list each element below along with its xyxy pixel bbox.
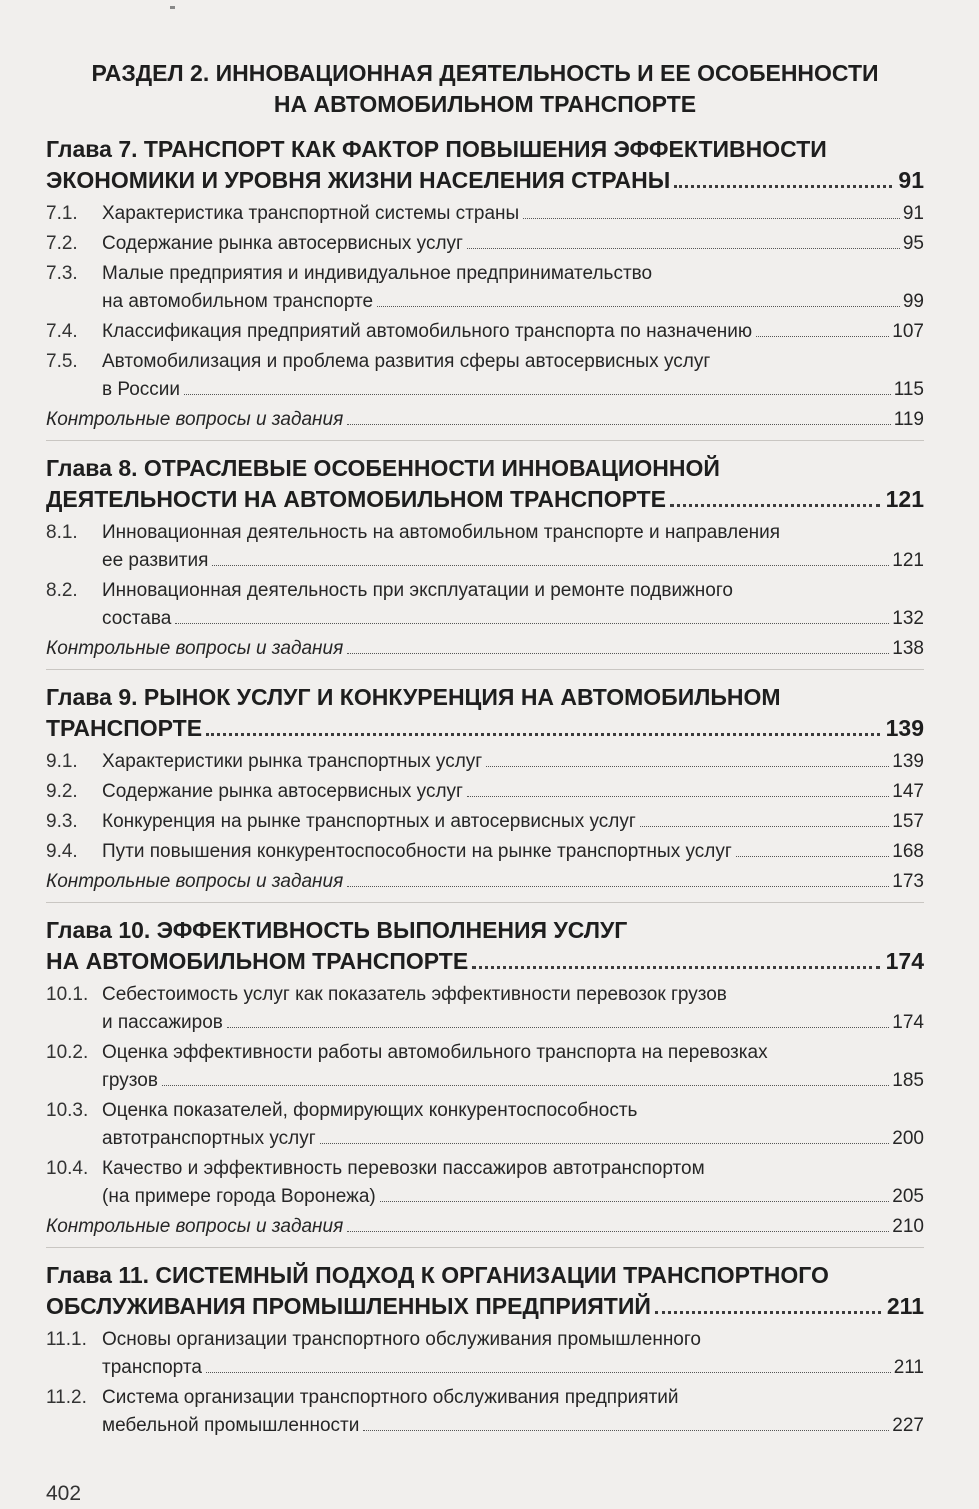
entry-title: (на примере города Воронежа) <box>102 1186 376 1207</box>
entry-page: 107 <box>892 321 924 342</box>
dot-leader <box>467 248 900 249</box>
entry-page: 139 <box>892 751 924 772</box>
entry-page: 227 <box>892 1415 924 1436</box>
entry-title-line-1: Автомобилизация и проблема развития сферы автосервисных услуг <box>102 351 711 372</box>
entry-number: 11.1. <box>46 1329 87 1350</box>
chapter-title-line-1: Глава 8. ОТРАСЛЕВЫЕ ОСОБЕННОСТИ ИННОВАЦИОННОЙ <box>46 455 720 481</box>
entry-title-line-1: Инновационная деятельность при эксплуатации и ремонте подвижного <box>102 580 733 601</box>
entry-title: транспорта <box>102 1357 202 1378</box>
entry-title: Содержание рынка автосервисных услуг <box>102 781 463 802</box>
chapter-title-line-2: ОБСЛУЖИВАНИЯ ПРОМЫШЛЕННЫХ ПРЕДПРИЯТИЙ <box>46 1293 651 1319</box>
entry-title: ее развития <box>102 550 209 571</box>
chapter-page: 211 <box>886 1293 924 1319</box>
control-questions-label: Контрольные вопросы и задания <box>46 638 344 659</box>
entry-page: 115 <box>893 379 924 400</box>
dot-leader <box>212 565 889 566</box>
entry-title-line-1: Основы организации транспортного обслуживания промышленного <box>102 1329 701 1350</box>
entry-number: 8.2. <box>46 580 78 601</box>
entry-number: 11.2. <box>46 1387 87 1408</box>
entry-number: 8.1. <box>46 522 78 543</box>
dot-leader <box>206 733 880 736</box>
entry-page: 157 <box>892 811 924 832</box>
dot-leader <box>377 306 900 307</box>
dot-leader <box>175 623 889 624</box>
control-questions-page: 173 <box>892 871 924 892</box>
entry-page: 168 <box>892 841 924 862</box>
toc-entry[interactable] <box>46 1039 924 1095</box>
chapter-page: 174 <box>885 948 924 974</box>
dot-leader <box>736 856 890 857</box>
chapter-heading[interactable] <box>46 453 924 515</box>
entry-title-line-1: Инновационная деятельность на автомобильном транспорте и направления <box>102 522 781 543</box>
toc-entry[interactable] <box>46 519 924 575</box>
entry-title-line-1: Оценка эффективности работы автомобильного транспорта на перевозках <box>102 1042 768 1063</box>
control-questions-label: Контрольные вопросы и задания <box>46 871 344 892</box>
entry-page: 200 <box>892 1128 924 1149</box>
toc-entry[interactable] <box>46 230 924 258</box>
entry-title: грузов <box>102 1070 158 1091</box>
dot-leader <box>347 1231 889 1232</box>
control-questions-entry[interactable] <box>46 868 924 896</box>
dot-leader <box>347 653 889 654</box>
entry-number: 7.4. <box>46 321 78 342</box>
entry-title-line-1: Система организации транспортного обслуживания предприятий <box>102 1387 679 1408</box>
entry-title-line-1: Оценка показателей, формирующих конкурентоспособность <box>102 1100 638 1121</box>
entry-title: в России <box>102 379 181 400</box>
dot-leader <box>227 1027 889 1028</box>
entry-number: 7.1. <box>46 203 78 224</box>
dot-leader <box>347 424 890 425</box>
chapter-list <box>46 134 924 1440</box>
chapter <box>46 915 924 1248</box>
chapter-title-line-1: Глава 9. РЫНОК УСЛУГ И КОНКУРЕНЦИЯ НА АВТОМОБИЛЬНОМ <box>46 684 781 710</box>
chapter <box>46 453 924 670</box>
toc-entry[interactable] <box>46 748 924 776</box>
chapter-page: 121 <box>885 486 924 512</box>
dot-leader <box>674 185 892 188</box>
chapter-divider <box>46 1247 924 1248</box>
toc-entry[interactable] <box>46 1097 924 1153</box>
toc-entry[interactable] <box>46 1326 924 1382</box>
control-questions-page: 138 <box>892 638 924 659</box>
chapter-title-line-1: Глава 10. ЭФФЕКТИВНОСТЬ ВЫПОЛНЕНИЯ УСЛУГ <box>46 917 628 943</box>
print-mark <box>170 6 175 9</box>
control-questions-entry[interactable] <box>46 635 924 663</box>
entry-number: 7.2. <box>46 233 78 254</box>
dot-leader <box>380 1201 890 1202</box>
toc-entry[interactable] <box>46 808 924 836</box>
entry-page: 174 <box>892 1012 924 1033</box>
section-title <box>46 58 924 120</box>
entry-page: 91 <box>902 203 924 224</box>
entry-number: 9.3. <box>46 811 78 832</box>
entry-title: Пути повышения конкурентоспособности на рынке транспортных услуг <box>102 841 732 862</box>
entry-number: 10.4. <box>46 1158 89 1179</box>
page-number: 402 <box>46 1482 82 1505</box>
table-of-contents <box>46 58 924 1452</box>
dot-leader <box>486 766 889 767</box>
control-questions-page: 210 <box>892 1216 924 1237</box>
control-questions-entry[interactable] <box>46 406 924 434</box>
entry-page: 99 <box>902 291 924 312</box>
entry-page: 95 <box>902 233 924 254</box>
entry-number: 9.1. <box>46 751 78 772</box>
section-title-line-1: РАЗДЕЛ 2. ИННОВАЦИОННАЯ ДЕЯТЕЛЬНОСТЬ И ЕЕ ОСОБЕННОСТИ <box>91 60 879 86</box>
toc-entry[interactable] <box>46 348 924 404</box>
entry-number: 9.4. <box>46 841 78 862</box>
chapter-title-line-2: ЭКОНОМИКИ И УРОВНЯ ЖИЗНИ НАСЕЛЕНИЯ СТРАНЫ <box>46 167 671 193</box>
entry-number: 9.2. <box>46 781 78 802</box>
entry-title-line-1: Качество и эффективность перевозки пассажиров автотранспортом <box>102 1158 705 1179</box>
entry-title-line-1: Малые предприятия и индивидуальное предпринимательство <box>102 263 653 284</box>
control-questions-label: Контрольные вопросы и задания <box>46 409 344 430</box>
entry-title: состава <box>102 608 172 629</box>
entry-page: 132 <box>892 608 924 629</box>
chapter-title-line-2: ДЕЯТЕЛЬНОСТИ НА АВТОМОБИЛЬНОМ ТРАНСПОРТЕ <box>46 486 667 512</box>
chapter-title-line-2: НА АВТОМОБИЛЬНОМ ТРАНСПОРТЕ <box>46 948 469 974</box>
toc-entry[interactable] <box>46 838 924 866</box>
toc-entry[interactable] <box>46 577 924 633</box>
control-questions-entry[interactable] <box>46 1213 924 1241</box>
entry-title: Конкуренция на рынке транспортных и автосервисных услуг <box>102 811 636 832</box>
entry-title: на автомобильном транспорте <box>102 291 374 312</box>
chapter-title-line-2: ТРАНСПОРТЕ <box>46 715 203 741</box>
section-title-line-2: НА АВТОМОБИЛЬНОМ ТРАНСПОРТЕ <box>273 91 697 117</box>
entry-title: Характеристика транспортной системы страны <box>102 203 520 224</box>
entry-page: 211 <box>893 1357 924 1378</box>
entry-number: 7.5. <box>46 351 78 372</box>
entry-number: 10.3. <box>46 1100 89 1121</box>
chapter-divider <box>46 669 924 670</box>
dot-leader <box>655 1311 881 1314</box>
toc-entry[interactable] <box>46 200 924 228</box>
toc-entry[interactable] <box>46 1155 924 1211</box>
chapter-heading[interactable] <box>46 134 924 196</box>
dot-leader <box>640 826 890 827</box>
chapter-title-line-1: Глава 11. СИСТЕМНЫЙ ПОДХОД К ОРГАНИЗАЦИИ ТРАНСПОРТНОГО <box>46 1262 829 1288</box>
toc-entry[interactable] <box>46 981 924 1037</box>
dot-leader <box>347 886 889 887</box>
entry-title: Классификация предприятий автомобильного транспорта по назначению <box>102 321 753 342</box>
dot-leader <box>472 966 879 969</box>
entry-title: автотранспортных услуг <box>102 1128 316 1149</box>
dot-leader <box>363 1430 889 1431</box>
entry-page: 185 <box>892 1070 924 1091</box>
entry-page: 147 <box>892 781 924 802</box>
control-questions-page: 119 <box>893 409 924 430</box>
entry-number: 10.2. <box>46 1042 89 1063</box>
dot-leader <box>206 1372 891 1373</box>
toc-entry[interactable] <box>46 318 924 346</box>
entry-title-line-1: Себестоимость услуг как показатель эффективности перевозок грузов <box>102 984 727 1005</box>
chapter-divider <box>46 902 924 903</box>
dot-leader <box>162 1085 889 1086</box>
toc-entry[interactable] <box>46 1384 924 1440</box>
chapter <box>46 682 924 903</box>
chapter-title-line-1: Глава 7. ТРАНСПОРТ КАК ФАКТОР ПОВЫШЕНИЯ ЭФФЕКТИВНОСТИ <box>46 136 827 162</box>
dot-leader <box>756 336 889 337</box>
chapter-heading[interactable] <box>46 682 924 744</box>
chapter <box>46 1260 924 1440</box>
entry-page: 121 <box>892 550 924 571</box>
dot-leader <box>184 394 891 395</box>
chapter-heading[interactable] <box>46 1260 924 1322</box>
entry-number: 10.1. <box>46 984 89 1005</box>
entry-title: мебельной промышленности <box>102 1415 360 1436</box>
chapter <box>46 134 924 441</box>
toc-entry[interactable] <box>46 260 924 316</box>
entry-title: Характеристики рынка транспортных услуг <box>102 751 483 772</box>
entry-title: Содержание рынка автосервисных услуг <box>102 233 463 254</box>
entry-page: 205 <box>892 1186 924 1207</box>
dot-leader <box>320 1143 890 1144</box>
control-questions-label: Контрольные вопросы и задания <box>46 1216 344 1237</box>
chapter-divider <box>46 440 924 441</box>
chapter-page: 91 <box>898 167 924 193</box>
entry-number: 7.3. <box>46 263 78 284</box>
dot-leader <box>670 504 880 507</box>
dot-leader <box>523 218 900 219</box>
chapter-page: 139 <box>885 715 924 741</box>
toc-entry[interactable] <box>46 778 924 806</box>
chapter-heading[interactable] <box>46 915 924 977</box>
entry-title: и пассажиров <box>102 1012 223 1033</box>
dot-leader <box>467 796 889 797</box>
